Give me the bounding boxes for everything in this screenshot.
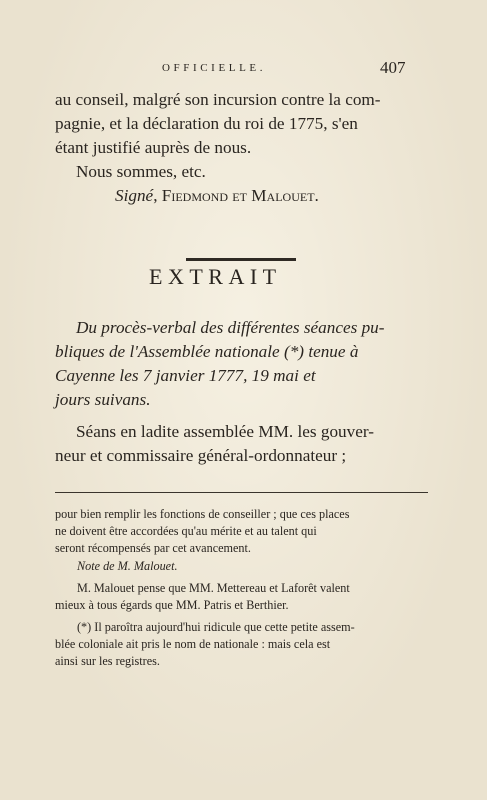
letter-closing: Nous sommes, etc. [76, 162, 206, 181]
section-rule [186, 258, 296, 261]
footnote-rule [55, 492, 428, 493]
footnote-asterisk-line-3: ainsi sur les registres. [55, 654, 160, 668]
footnote-line-2: ne doivent être accordées qu'au mérite et au talent qui [55, 524, 317, 538]
extract-title: EXTRAIT [149, 264, 282, 289]
letter-line-3: étant justifié auprès de nous. [55, 138, 252, 157]
signed-label: Signé [115, 186, 154, 205]
footnote-malouet-line-2: mieux à tous égards que MM. Patris et Berthier. [55, 598, 289, 612]
footnote-asterisk-line-1: (*) Il paroîtra aujourd'hui ridicule que cette petite assem- [77, 620, 355, 634]
letter-signature: Signé, Fiedmond et Malouet. [115, 186, 319, 205]
extract-subtitle-line-2: bliques de l'Assemblée nationale (*) tenue à [55, 342, 359, 361]
extract-body-line-1: Séans en ladite assemblée MM. les gouver- [76, 422, 374, 441]
footnote-line-3: seront récompensés par cet avancement. [55, 541, 251, 555]
running-head: OFFICIELLE. [162, 62, 267, 74]
extract-subtitle-line-4: jours suivans. [55, 390, 151, 409]
footnote-asterisk-line-2: blée coloniale ait pris le nom de nationale : mais cela est [55, 637, 331, 651]
footnote-malouet-line-1: M. Malouet pense que MM. Mettereau et Laforêt valent [77, 581, 350, 595]
extract-body-line-2: neur et commissaire général-ordonnateur ; [55, 446, 347, 465]
signatories: Fiedmond et Malouet. [161, 186, 319, 205]
extract-subtitle-line-3: Cayenne les 7 janvier 1777, 19 mai et [55, 366, 316, 385]
footnote-line-1: pour bien remplir les fonctions de conseiller ; que ces places [55, 507, 350, 521]
page-number: 407 [380, 58, 406, 77]
extract-subtitle-line-1: Du procès-verbal des différentes séances pu- [76, 318, 385, 337]
letter-line-1: au conseil, malgré son incursion contre la com- [55, 90, 381, 109]
letter-line-2: pagnie, et la déclaration du roi de 1775, s'en [55, 114, 358, 133]
footnote-attribution: Note de M. Malouet. [77, 559, 178, 573]
